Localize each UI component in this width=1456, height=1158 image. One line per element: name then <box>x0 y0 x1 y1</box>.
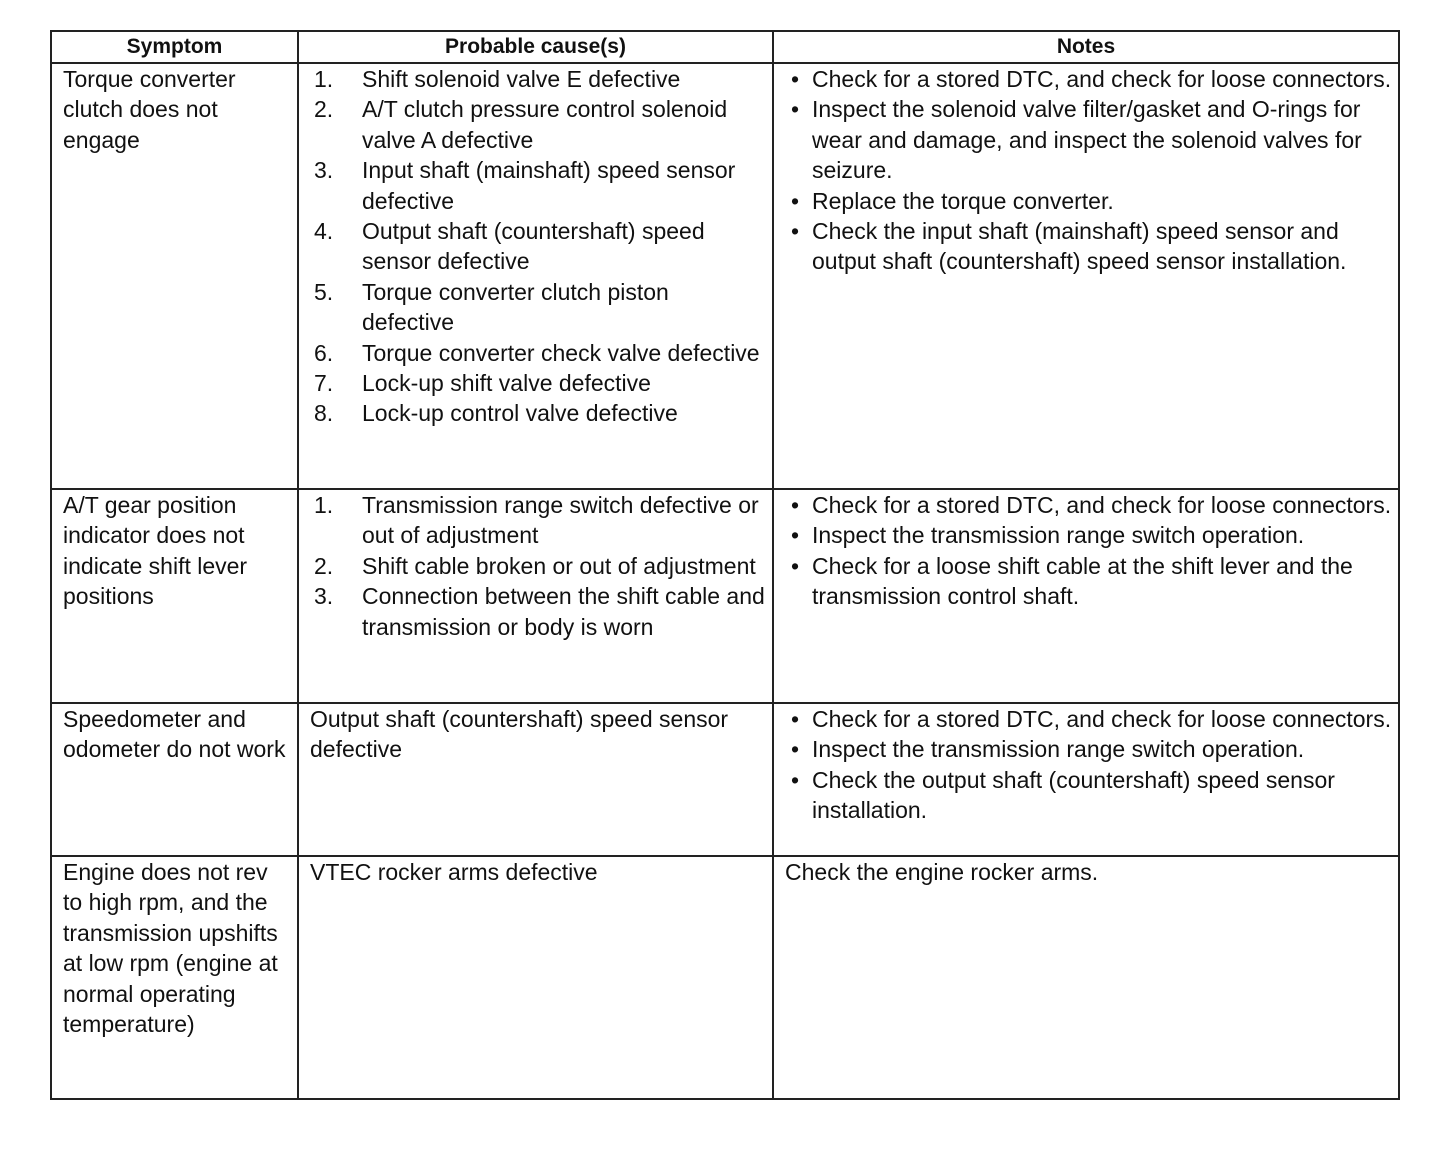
bullet-icon: • <box>791 552 800 579</box>
cause-text: A/T clutch pressure control solenoid valve A defective <box>362 96 728 153</box>
cause-item <box>310 490 766 551</box>
notes-cell: Check the engine rocker arms. <box>773 856 1399 1099</box>
header-symptom: Symptom <box>51 31 298 63</box>
cause-number: 2. <box>314 96 334 123</box>
cause-number: 5. <box>314 278 334 305</box>
cause-number: 4. <box>314 218 334 245</box>
cause-text: Shift solenoid valve E defective <box>362 66 681 92</box>
note-text: Check the output shaft (countershaft) speed sensor installation. <box>812 766 1335 824</box>
symptom-cell: A/T gear position indicator does not indicate shift lever positions <box>51 489 298 703</box>
note-text: Check the input shaft (mainshaft) speed sensor and output shaft (countershaft) speed sensor installation. <box>812 218 1347 275</box>
header-notes: Notes <box>773 31 1399 63</box>
bullet-icon: • <box>791 187 800 214</box>
cause-text: Lock-up control valve defective <box>362 400 678 427</box>
note-item <box>785 186 1392 216</box>
notes-list <box>785 64 1392 277</box>
cause-text: Output shaft (countershaft) speed sensor defective <box>362 218 705 275</box>
note-text: Check for a loose shift cable at the shift lever and the transmission control shaft. <box>812 552 1353 610</box>
causes-cell: Output shaft (countershaft) speed sensor defective <box>298 703 773 856</box>
cause-number: 7. <box>314 370 334 397</box>
cause-text: Lock-up shift valve defective <box>362 370 651 397</box>
cause-number: 3. <box>314 157 334 184</box>
causes-cell <box>298 489 773 703</box>
cause-number: 8. <box>314 400 334 427</box>
note-text: Inspect the transmission range switch operation. <box>812 522 1305 549</box>
cause-item <box>310 277 766 338</box>
cause-text: Torque converter clutch piston defective <box>362 278 669 336</box>
cause-number: 2. <box>314 552 334 579</box>
note-text: Inspect the solenoid valve filter/gasket and O-rings for wear and damage, and inspect the solenoid valves for seizure. <box>812 96 1362 184</box>
notes-list <box>785 490 1392 612</box>
cause-item <box>310 551 766 581</box>
cause-text: Connection between the shift cable and transmission or body is worn <box>362 583 765 640</box>
causes-list <box>310 490 766 642</box>
note-text: Inspect the transmission range switch operation. <box>812 736 1305 763</box>
troubleshooting-table <box>50 30 1400 1100</box>
note-item <box>785 520 1392 550</box>
symptom-cell: Speedometer and odometer do not work <box>51 703 298 856</box>
bullet-icon: • <box>791 766 800 793</box>
table-row <box>51 703 1399 856</box>
notes-list <box>785 704 1392 826</box>
cause-text: Shift cable broken or out of adjustment <box>362 552 756 579</box>
header-probable-causes: Probable cause(s) <box>298 31 773 63</box>
note-text: Replace the torque converter. <box>812 187 1114 214</box>
cause-text: Input shaft (mainshaft) speed sensor defective <box>362 157 736 214</box>
cause-number: 1. <box>314 66 334 92</box>
note-item <box>785 734 1392 764</box>
causes-list <box>310 64 766 429</box>
bullet-icon: • <box>791 492 800 518</box>
notes-cell <box>773 489 1399 703</box>
note-item <box>785 765 1392 826</box>
notes-cell <box>773 63 1399 489</box>
cause-item <box>310 338 766 368</box>
bullet-icon: • <box>791 218 800 245</box>
note-item <box>785 94 1392 185</box>
symptom-cell: Torque converter clutch does not engage <box>51 63 298 489</box>
cause-item <box>310 64 766 94</box>
header-row <box>51 31 1399 63</box>
note-item <box>785 704 1392 734</box>
table-row <box>51 489 1399 703</box>
note-item <box>785 64 1392 94</box>
causes-cell <box>298 63 773 489</box>
cause-number: 1. <box>314 492 334 518</box>
note-text: Check for a stored DTC, and check for loose connectors. <box>812 66 1392 92</box>
bullet-icon: • <box>791 96 800 123</box>
cause-item <box>310 581 766 642</box>
bullet-icon: • <box>791 706 800 732</box>
cause-item <box>310 94 766 155</box>
table-row <box>51 63 1399 489</box>
cause-item <box>310 216 766 277</box>
cause-item <box>310 398 766 428</box>
note-text: Check for a stored DTC, and check for loose connectors. <box>812 492 1392 518</box>
note-item <box>785 216 1392 277</box>
cause-item <box>310 368 766 398</box>
bullet-icon: • <box>791 522 800 549</box>
cause-item <box>310 155 766 216</box>
cause-number: 3. <box>314 583 334 610</box>
note-item <box>785 551 1392 612</box>
cause-text: Transmission range switch defective or out of adjustment <box>362 492 759 549</box>
cause-number: 6. <box>314 339 334 366</box>
note-item <box>785 490 1392 520</box>
bullet-icon: • <box>791 736 800 763</box>
note-text: Check for a stored DTC, and check for loose connectors. <box>812 706 1392 732</box>
symptom-cell: Engine does not rev to high rpm, and the transmission upshifts at low rpm (engine at normal operating temperature) <box>51 856 298 1099</box>
causes-cell: VTEC rocker arms defective <box>298 856 773 1099</box>
notes-cell <box>773 703 1399 856</box>
bullet-icon: • <box>791 66 800 92</box>
table-row <box>51 856 1399 1099</box>
cause-text: Torque converter check valve defective <box>362 339 760 366</box>
